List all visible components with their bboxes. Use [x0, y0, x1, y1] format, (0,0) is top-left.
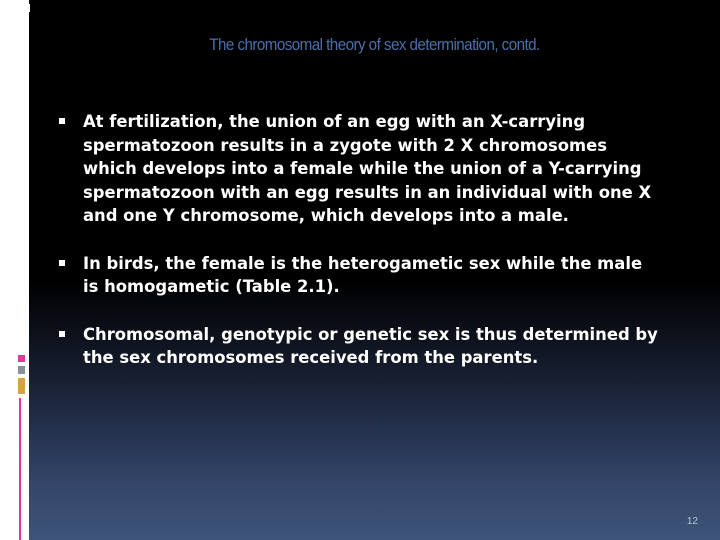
bullet-marker-icon — [59, 260, 65, 266]
bullet-item — [58, 110, 658, 228]
decor-square-small — [22, 4, 30, 12]
bullet-marker-icon — [59, 118, 65, 124]
decor-pink-line — [19, 398, 21, 540]
decor-square-mid — [11, 10, 21, 24]
slide-title: The chromosomal theory of sex determination, contd. — [209, 36, 540, 54]
bullet-text: At fertilization, the union of an egg with an X-carrying spermatozoon results in a zygote with 2 X chromosomes which develops into a female while the union of a Y-carrying spermatozoon with an egg results in an individual with one X and one Y chromosome, which develops into a male. — [83, 112, 652, 225]
bullet-text: In birds, the female is the heterogametic sex while the male is homogametic (Table 2.1). — [83, 253, 643, 296]
decor-pink-square — [18, 355, 25, 362]
bullet-item — [58, 323, 658, 370]
sidebar-strip — [0, 0, 29, 540]
bullet-marker-icon — [59, 331, 65, 337]
bullet-item — [58, 252, 658, 299]
decor-gray-square — [18, 366, 25, 374]
decor-gold-square — [18, 378, 25, 394]
bullet-text: Chromosomal, genotypic or genetic sex is thus determined by the sex chromosomes received from the parents. — [83, 324, 658, 367]
page-number: 12 — [686, 516, 698, 527]
bullet-list — [58, 110, 658, 394]
